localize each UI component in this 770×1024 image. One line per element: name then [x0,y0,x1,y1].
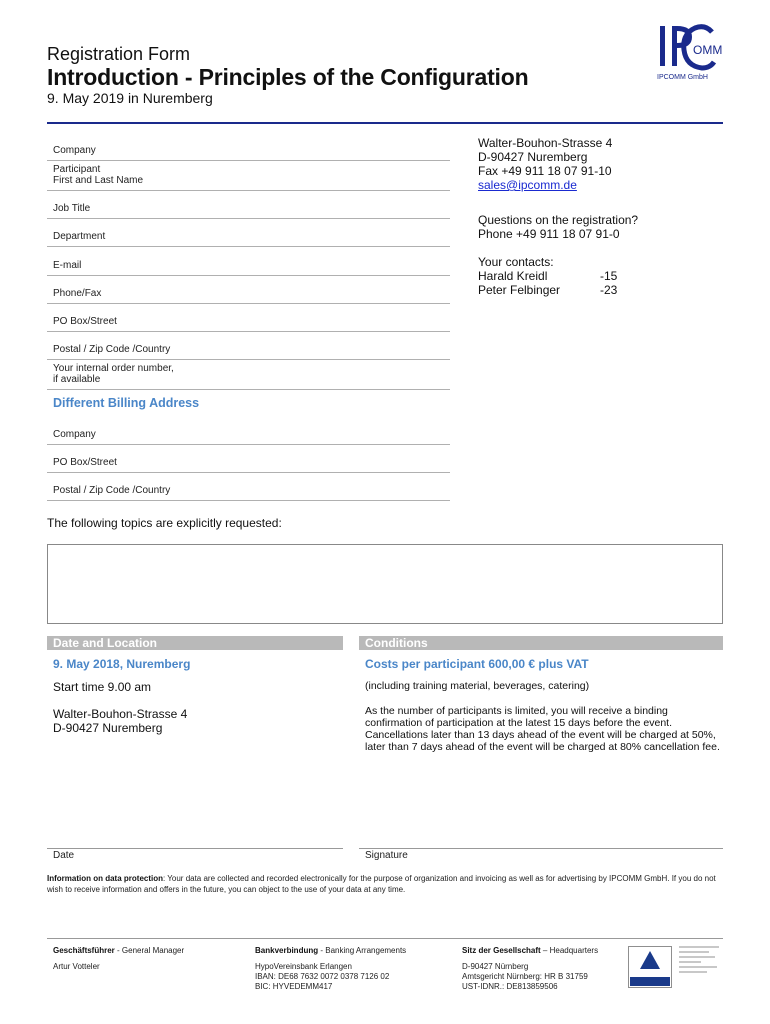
topics-label: The following topics are explicitly requested: [47,516,282,530]
gm-name: Artur Votteler [53,962,100,971]
signature-label: Signature [365,850,408,861]
company-label: Company [53,145,96,156]
phone-fax-field[interactable] [47,276,450,304]
date-line[interactable] [47,848,343,849]
job-title-label: Job Title [53,203,91,214]
privacy-notice [47,874,723,895]
footer-rule [47,938,723,939]
seat-heading-en: – Headquarters [540,946,599,955]
bank-iban: IBAN: DE68 7632 0072 0378 7126 02 [255,972,390,981]
seat-vat: UST-IDNR.: DE813859506 [462,982,558,991]
header-rule [47,122,723,124]
page-title: Introduction - Principles of the Configuration [47,64,529,90]
date-location-header: Date and Location [47,636,343,650]
contact-block [478,136,638,297]
cancellation-terms: As the number of participants is limited, you will receive a binding confirmation of participation at the latest 15 days before the event. Cancellations later than 13 days ahead of the event will be charged at 50%, later than 7 days ahead of the event will be charged at 80% cancellation fee. [365,705,720,753]
form-subtitle: Registration Form [47,44,191,64]
po-box-field[interactable] [47,304,450,332]
email-field[interactable] [47,247,450,276]
department-field[interactable] [47,219,450,247]
logo-caption: IPCOMM GmbH [657,74,708,81]
tuv-band-icon [630,977,670,986]
contacts-label: Your contacts: [478,255,554,269]
contact-street: Walter-Bouhon-Strasse 4 [478,136,613,150]
billing-postal-label: Postal / Zip Code /Country [53,485,171,496]
gm-heading: Geschäftsführer [53,946,115,955]
postal-field[interactable] [47,332,450,360]
billing-company-label: Company [53,429,96,440]
billing-po-box-field[interactable] [47,445,450,473]
certification-text-icon [679,946,725,990]
contact-person-name: Peter Felbinger [478,283,561,297]
participant-label: Participant First and Last Name [53,164,144,186]
contact-person-ext: -15 [600,269,618,283]
email-label: E-mail [53,260,82,271]
contact-phone: Phone +49 911 18 07 91-0 [478,227,620,241]
svg-text:OMM: OMM [693,43,723,57]
order-number-label: Your internal order number, if available [53,363,174,385]
seat-city: D-90427 Nürnberg [462,962,529,971]
bank-heading: Bankverbindung [255,946,319,955]
job-title-field[interactable] [47,191,450,219]
gm-heading-en: - General Manager [114,946,185,955]
bank-heading-en: - Banking Arrangements [318,946,407,955]
footer-headquarters [462,946,622,992]
location-city: D-90427 Nuremberg [53,721,163,735]
tuv-triangle-icon [640,951,660,969]
department-label: Department [53,231,106,242]
seat-court: Amtsgericht Nürnberg: HR B 31759 [462,972,588,981]
phone-fax-label: Phone/Fax [53,288,102,299]
signature-line[interactable] [359,848,723,849]
footer-banking [255,946,455,992]
contact-fax: Fax +49 911 18 07 91-10 [478,164,612,178]
order-number-field[interactable] [47,360,450,390]
privacy-text: : Your data are collected and recorded electronically for the purpose of organization and invoicing as well as for advertising by IPCOMM GmbH. If you do not wish to receive information and offers in the future, you can object to the use of your data at any time. [47,874,716,894]
contact-person-ext: -23 [600,283,618,297]
conditions-header: Conditions [359,636,723,650]
bank-name: HypoVereinsbank Erlangen [255,962,352,971]
cost-heading: Costs per participant 600,00 € plus VAT [365,657,589,671]
seat-heading: Sitz der Gesellschaft [462,946,541,955]
billing-po-box-label: PO Box/Street [53,457,117,468]
contact-person [478,283,638,297]
privacy-heading: Information on data protection [47,874,163,883]
cost-included: (including training material, beverages, catering) [365,680,590,692]
participant-field[interactable] [47,161,450,191]
billing-title: Different Billing Address [53,396,200,410]
location-street: Walter-Bouhon-Strasse 4 [53,707,188,721]
postal-label: Postal / Zip Code /Country [53,344,171,355]
contact-person [478,269,638,283]
po-box-label: PO Box/Street [53,316,117,327]
event-date-heading: 9. May 2018, Nuremberg [53,657,191,671]
questions-label: Questions on the registration? [478,213,639,227]
contact-city: D-90427 Nuremberg [478,150,588,164]
start-time: Start time 9.00 am [53,680,152,694]
event-date: 9. May 2019 in Nuremberg [47,90,213,106]
company-field[interactable] [47,134,450,161]
date-label: Date [53,850,75,861]
footer-general-manager [53,946,243,972]
contact-person-name: Harald Kreidl [478,269,548,283]
billing-company-field[interactable] [47,416,450,445]
contact-email-link[interactable]: sales@ipcomm.de [478,178,577,192]
billing-postal-field[interactable] [47,473,450,501]
topics-input[interactable] [47,544,723,624]
bank-bic: BIC: HYVEDEMM417 [255,982,333,991]
